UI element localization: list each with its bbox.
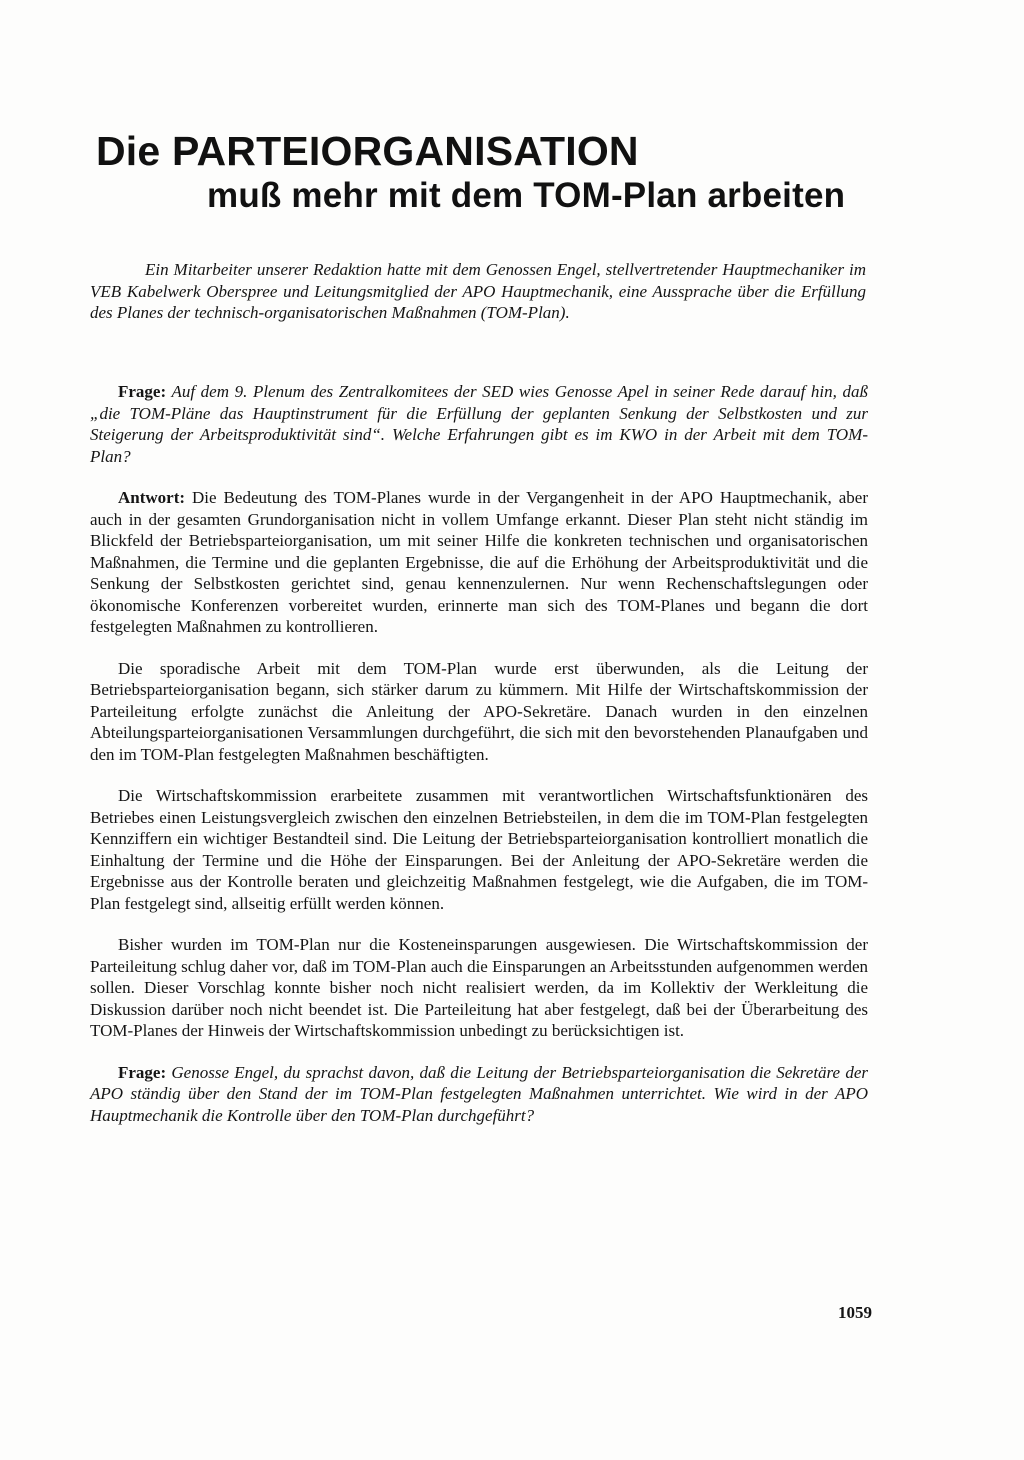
question-text: Auf dem 9. Plenum des Zentralkomitees der SED wies Genosse Apel in seiner Rede darauf hin, daß „die TOM-Pläne das Hauptinstrument für die Erfüllung der geplanten Senkung der Selbstkosten und zur Steigerung der Arbeitsproduktivität sind“. Welche Erfahrungen gibt es im KWO in der Arbeit mit dem TOM-Plan? — [90, 382, 868, 466]
page-number: 1059 — [838, 1303, 872, 1322]
headline-line-1: Die PARTEIORGANISATION — [96, 128, 639, 174]
body-paragraph: Bisher wurden im TOM-Plan nur die Kosteneinsparungen ausgewiesen. Die Wirtschaftskommission der Parteileitung schlug daher vor, daß im TOM-Plan auch die Einsparungen an Arbeitsstunden aufgenommen werden sollen. Dieser Vorschlag konnte bisher noch nicht realisiert werden, da im Kollektiv der Werkleitung die Diskussion darüber noch nicht beendet ist. Die Parteileitung hat aber festgelegt, daß bei der Überarbeitung des TOM-Planes der Hinweis der Wirtschaftskommission unbedingt zu berücksichtigen ist. — [90, 935, 868, 1040]
question-paragraph — [90, 1062, 868, 1127]
body-paragraph: Die sporadische Arbeit mit dem TOM-Plan wurde erst überwunden, als die Leitung der Betriebsparteiorganisation begann, sich stärker darum zu kümmern. Mit Hilfe der Wirtschaftskommission der Parteileitung erfolgte zunächst die Anleitung der APO-Sekretäre. Danach wurden in den einzelnen Abteilungsparteiorganisationen Versammlungen durchgeführt, die sich mit den bevorstehenden Planaufgaben und den im TOM-Plan festgelegten Maßnahmen beschäftigten. — [90, 658, 868, 764]
answer-label: Antwort: — [118, 488, 186, 507]
article-headline — [96, 128, 886, 218]
question-label: Frage: — [118, 1062, 167, 1082]
body-paragraph: Die Wirtschaftskommission erarbeitete zusammen mit verantwortlichen Wirtschaftsfunktionären des Betriebes einen Leistungsvergleich zwischen den einzelnen Betriebsteilen, in dem die im TOM-Plan festgelegten Kennziffern ein wichtiger Bestandteil sind. Die Leitung der Betriebsparteiorganisation kontrolliert monatlich die Einhaltung der Termine und die Höhe der Einsparungen. Bei der Anleitung der APO-Sekretäre werden die Ergebnisse aus der Kontrolle beraten und gleichzeitig Maßnahmen festgelegt, wie die Aufgaben, die im TOM-Plan festgelegt sind, allseitig erfüllt werden können. — [90, 786, 868, 913]
answer-text: Die Bedeutung des TOM-Planes wurde in der Vergangenheit in der APO Hauptmechanik, aber auch in der gesamten Grundorganisation nicht in vollem Umfange erkannt. Dieser Plan steht nicht ständig im Blickfeld der Betriebsparteiorganisation, um mit seiner Hilfe die konkreten technischen und organisatorischen Maßnahmen, die Termine und die geplanten Ergebnisse, die auf die Erhöhung der Arbeitsproduktivität und die Senkung der Selbstkosten gerichtet sind, genau kennenzulernen. Nur wenn Rechenschaftslegungen oder ökonomische Konferenzen vorbereitet wurden, erinnerte man sich des TOM-Planes und begann die dort festgelegten Maßnahmen zu kontrollieren. — [90, 488, 868, 636]
article-lead: Ein Mitarbeiter unserer Redaktion hatte mit dem Genossen Engel, stellvertretender Hauptmechaniker im VEB Kabelwerk Oberspree und Leitungsmitglied der APO Hauptmechanik, eine Aussprache über die Erfüllung des Planes der technisch-organisatorischen Maßnahmen (TOM-Plan). — [90, 260, 866, 322]
article-body — [90, 381, 868, 1126]
headline-line-2: muß mehr mit dem TOM-Plan arbeiten — [207, 176, 846, 215]
answer-paragraph — [90, 487, 868, 638]
question-label: Frage: — [118, 382, 167, 401]
question-paragraph — [90, 381, 868, 467]
question-text: Genosse Engel, du sprachst davon, daß die Leitung der Betriebsparteiorganisation die Sekretäre der APO ständig über den Stand der im TOM-Plan festgelegten Maßnahmen unterrichtet. Wie wird in der APO Hauptmechanik die Kontrolle über den TOM-Plan durchgeführt? — [90, 1062, 868, 1125]
